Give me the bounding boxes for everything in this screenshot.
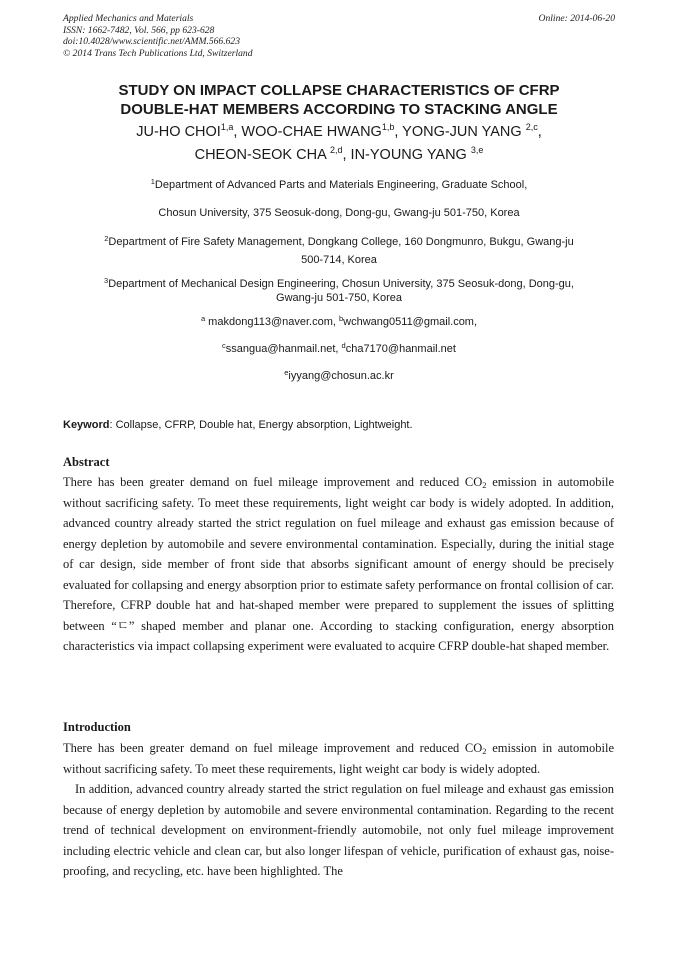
affiliation-3-line-1 <box>45 277 633 291</box>
email-line-1 <box>55 315 623 329</box>
affiliation-2 <box>45 235 633 267</box>
email-address[interactable]: iyyang@chosun.ac.kr <box>288 370 394 382</box>
affiliation-1-line-2: Chosun University, 375 Seosuk-dong, Dong-gu, Gwang-ju 501-750, Korea <box>158 207 520 219</box>
author-list <box>30 121 648 167</box>
keywords <box>63 419 623 431</box>
email-line-3 <box>55 369 623 383</box>
affiliation-2-line-2: 500-714, Korea <box>301 254 377 266</box>
introduction-paragraph-2: In addition, advanced country already started the strict regulation on fuel mileage and exhaust gas emission because of energy depletion by automobile and severe environmental contamination. Regarding to the recent trend of technical development on environment-friendly automobile, not only fuel mileage improvement including electric vehicle and clean car, but also longer lifespan of vehicle, purification of exhaust gas, noise-proofing, and recycling, etc. have been highlighted. The <box>63 782 614 878</box>
author-name: WOO-CHAE HWANG <box>241 124 382 140</box>
subscript: 2 <box>482 746 487 756</box>
paper-title <box>40 81 638 119</box>
keywords-text: : Collapse, CFRP, Double hat, Energy absorption, Lightweight. <box>109 419 413 431</box>
affiliation-3 <box>45 277 633 305</box>
subscript: 2 <box>482 480 487 490</box>
affiliation-text: Department of Advanced Parts and Materials Engineering, Graduate School, <box>154 179 528 191</box>
affiliation-1-cont <box>55 206 623 220</box>
email-marker: a <box>200 314 206 323</box>
author-affiliation-marker: 3,e <box>470 145 484 155</box>
affiliation-text: Department of Fire Safety Management, Dongkang College, 160 Dongmunro, Bukgu, Gwang-ju <box>108 236 574 248</box>
introduction-paragraph-1 <box>63 738 614 779</box>
abstract-text: There has been greater demand on fuel mileage improvement and reduced CO <box>63 475 483 489</box>
author-name: JU-HO CHOI <box>136 124 221 140</box>
author-name: YONG-JUN YANG <box>402 124 526 140</box>
affiliation-2-line-1 <box>45 235 633 249</box>
author-affiliation-marker: 1,b <box>381 122 395 132</box>
author-separator: , <box>342 147 351 163</box>
author-separator: , <box>537 124 542 140</box>
journal-copyright: © 2014 Trans Tech Publications Ltd, Switzerland <box>63 47 253 59</box>
email-marker: b <box>339 314 344 323</box>
affiliation-marker: 2 <box>104 234 109 243</box>
author-name: CHEON-SEOK CHA <box>194 147 330 163</box>
journal-name: Applied Mechanics and Materials <box>63 13 194 24</box>
affiliation-text: Department of Mechanical Design Engineering, Chosun University, 375 Seosuk-dong, Dong-gu, <box>108 278 574 290</box>
keywords-label: Keyword <box>63 419 110 431</box>
paragraph-text: There has been greater demand on fuel mileage improvement and reduced CO <box>63 741 483 755</box>
abstract-text: emission in automobile without sacrificing safety. To meet these requirements, light weight car body is widely adopted. In addition, advanced country already started the strict regulation on fuel mileage and exhaust gas emission because of energy depletion by automobile and severe environmental contamination. Especially, during the initial stage of car design, side member of front side that absorbs significant amount of energy should be precisely evaluated for collapsing and energy absorption prior to estimate safety performance on frontal collision of car. Therefore, CFRP double hat and hat-shaped member were prepared to supplement the issues of splitting between “ㄷ” shaped member and planar one. According to stacking configuration, energy absorption characteristics via impact collapsing experiment were evaluated to acquire CFRP double-hat shaped member. <box>63 475 614 653</box>
affiliation-marker: 3 <box>104 276 109 285</box>
email-marker: e <box>284 368 289 377</box>
abstract-heading: Abstract <box>63 455 110 469</box>
affiliation-1 <box>55 178 623 192</box>
online-date: Online: 2014-06-20 <box>538 13 615 24</box>
affiliation-3-line-2: Gwang-ju 501-750, Korea <box>276 292 402 304</box>
email-address[interactable]: cha7170@hanmail.net <box>345 343 456 355</box>
affiliation-marker: 1 <box>150 177 155 186</box>
email-marker: c <box>222 341 226 350</box>
title-line-1: STUDY ON IMPACT COLLAPSE CHARACTERISTICS OF CFRP <box>118 82 560 99</box>
journal-doi: doi:10.4028/www.scientific.net/AMM.566.623 <box>63 36 241 48</box>
author-separator: , <box>233 124 242 140</box>
abstract-body <box>63 472 614 657</box>
author-separator: , <box>394 124 403 140</box>
email-line-2 <box>55 342 623 356</box>
author-affiliation-marker: 2,d <box>329 145 343 155</box>
introduction-heading: Introduction <box>63 720 131 734</box>
journal-issn: ISSN: 1662-7482, Vol. 566, pp 623-628 <box>63 24 215 36</box>
authors-line-1 <box>30 121 648 144</box>
author-affiliation-marker: 2,c <box>525 122 538 132</box>
email-address[interactable]: makdong113@naver.com, <box>205 316 339 328</box>
author-affiliation-marker: 1,a <box>220 122 234 132</box>
affiliation-1-line-1 <box>55 178 623 192</box>
author-name: IN-YOUNG YANG <box>350 147 471 163</box>
email-marker: d <box>341 341 346 350</box>
email-address[interactable]: wchwang0511@gmail.com, <box>343 316 478 328</box>
title-line-2: DOUBLE-HAT MEMBERS ACCORDING TO STACKING ANGLE <box>120 101 558 118</box>
paragraph-text: emission in automobile without sacrificing safety. To meet these requirements, light weight car body is widely adopted. <box>63 741 614 776</box>
authors-line-2 <box>30 144 648 167</box>
introduction-body <box>63 738 614 882</box>
email-address[interactable]: ssangua@hanmail.net, <box>225 343 342 355</box>
journal-header <box>63 13 615 59</box>
